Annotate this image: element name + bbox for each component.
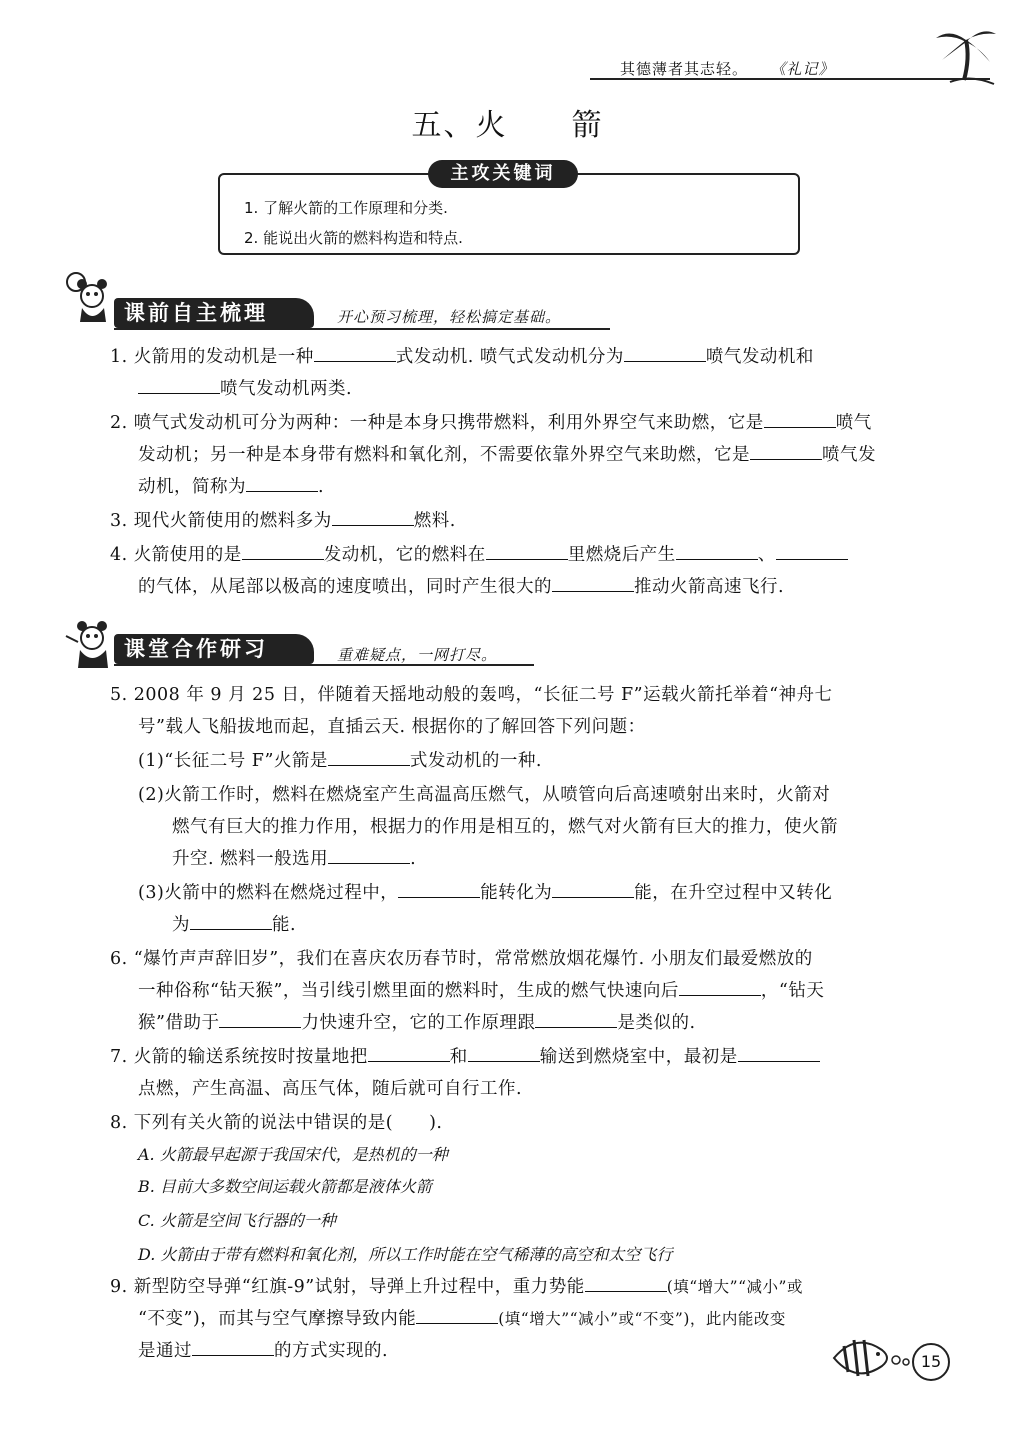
question-9: 9. 新型防空导弹“红旗-9”试射，导弹上升过程中，重力势能 (填“增大”“减小”或 xyxy=(110,1272,803,1302)
answer-blank[interactable] xyxy=(192,1337,274,1356)
question-5: 5. 2008 年 9 月 25 日，伴随着天摇地动般的轰鸣，“长征二号 F”运载火箭托举着“神舟七 xyxy=(110,685,833,705)
answer-blank[interactable] xyxy=(679,977,761,996)
answer-blank[interactable] xyxy=(468,1043,540,1062)
answer-blank[interactable] xyxy=(486,541,568,560)
answer-blank[interactable] xyxy=(764,409,836,428)
question-5-sub-2-cont: 升空. 燃料一般选用 . xyxy=(172,844,416,874)
option-c[interactable]: C. 火箭是空间飞行器的一种 xyxy=(138,1211,336,1230)
question-5-sub-3: (3)火箭中的燃料在燃烧过程中， 能转化为 能，在升空过程中又转化 xyxy=(138,878,832,908)
answer-blank[interactable] xyxy=(738,1043,820,1062)
question-8: 8. 下列有关火箭的说法中错误的是( ). xyxy=(110,1113,443,1133)
question-5-sub-2: (2)火箭工作时，燃料在燃烧室产生高温高压燃气，从喷管向后高速喷射出来时，火箭对 xyxy=(138,785,831,805)
question-4-cont: 的气体，从尾部以极高的速度喷出，同时产生很大的 推动火箭高速飞行. xyxy=(138,572,784,602)
question-6-cont: 猴”借助于 力快速升空，它的工作原理跟 是类似的. xyxy=(138,1008,696,1038)
answer-blank[interactable] xyxy=(138,375,220,394)
motto-source: 《礼记》 xyxy=(778,60,835,78)
section-header-classwork: 课堂合作研习 xyxy=(114,634,314,664)
page-number: 15 xyxy=(912,1343,950,1381)
answer-blank[interactable] xyxy=(585,1273,667,1292)
question-7: 7. 火箭的输送系统按时按量地把 和 输送到燃烧室中，最初是 xyxy=(110,1042,820,1072)
key-point-item: 1. 了解火箭的工作原理和分类. xyxy=(244,199,448,217)
fish-icon xyxy=(826,1330,912,1386)
answer-blank[interactable] xyxy=(552,573,634,592)
answer-blank[interactable] xyxy=(416,1305,498,1324)
question-1: 1. 火箭用的发动机是一种 式发动机. 喷气式发动机分为 喷气发动机和 xyxy=(110,342,814,372)
answer-blank[interactable] xyxy=(676,541,758,560)
question-9-cont: 是通过 的方式实现的. xyxy=(138,1336,388,1366)
answer-blank[interactable] xyxy=(750,441,822,460)
question-1-cont: 喷气发动机两类. xyxy=(138,374,352,404)
answer-blank[interactable] xyxy=(328,845,410,864)
question-5-sub-2-cont: 燃气有巨大的推力作用，根据力的作用是相互的，燃气对火箭有巨大的推力，使火箭 xyxy=(172,817,838,837)
answer-blank[interactable] xyxy=(219,1009,301,1028)
section-subtitle: 开心预习梳理，轻松搞定基础。 xyxy=(337,308,562,326)
answer-blank[interactable] xyxy=(328,747,410,766)
question-9-cont: “不变”)，而其与空气摩擦导致内能 (填“增大”“减小”或“不变”)，此内能改变 xyxy=(138,1304,786,1334)
question-5-sub-1: (1)“长征二号 F”火箭是 式发动机的一种. xyxy=(138,746,542,776)
option-d[interactable]: D. 火箭由于带有燃料和氧化剂，所以工作时能在空气稀薄的高空和太空飞行 xyxy=(138,1245,673,1264)
question-2: 2. 喷气式发动机可分为两种：一种是本身只携带燃料，利用外界空气来助燃，它是 喷气 xyxy=(110,408,872,438)
section-underline xyxy=(114,664,534,666)
palm-tree-icon xyxy=(930,18,1000,88)
header-motto xyxy=(620,58,835,79)
answer-blank[interactable] xyxy=(535,1009,617,1028)
answer-blank[interactable] xyxy=(332,507,414,526)
section-underline xyxy=(114,328,610,330)
answer-blank[interactable] xyxy=(398,879,480,898)
section-subtitle: 重难疑点，一网打尽。 xyxy=(337,646,498,664)
answer-blank[interactable] xyxy=(242,541,324,560)
key-points-tag: 主攻关键词 xyxy=(428,160,578,188)
section-header-preview: 课前自主梳理 xyxy=(114,298,314,328)
question-3: 3. 现代火箭使用的燃料多为 燃料. xyxy=(110,506,456,536)
question-6: 6. “爆竹声声辞旧岁”，我们在喜庆农历春节时，常常燃放烟花爆竹. 小朋友们最爱燃放的 xyxy=(110,949,813,969)
answer-blank[interactable] xyxy=(368,1043,450,1062)
mascot-icon xyxy=(62,270,118,326)
answer-blank[interactable] xyxy=(776,541,848,560)
question-5-sub-3-cont: 为 能. xyxy=(172,910,296,940)
question-4: 4. 火箭使用的是 发动机，它的燃料在 里燃烧后产生 、 xyxy=(110,540,848,570)
motto-text: 其德薄者其志轻。 xyxy=(620,60,749,78)
question-2-cont: 发动机；另一种是本身带有燃料和氧化剂，不需要依靠外界空气来助燃，它是 喷气发 xyxy=(138,440,876,470)
question-5-cont: 号”载人飞船拔地而起，直插云天. 根据你的了解回答下列问题： xyxy=(138,717,646,737)
option-b[interactable]: B. 目前大多数空间运载火箭都是液体火箭 xyxy=(138,1177,432,1196)
key-point-item: 2. 能说出火箭的燃料构造和特点. xyxy=(244,229,463,247)
option-a[interactable]: A. 火箭最早起源于我国宋代，是热机的一种 xyxy=(138,1145,448,1164)
question-6-cont: 一种俗称“钻天猴”，当引线引燃里面的燃料时，生成的燃气快速向后 ，“钻天 xyxy=(138,976,824,1006)
question-7-cont: 点燃，产生高温、高压气体，随后就可自行工作. xyxy=(138,1079,523,1099)
answer-blank[interactable] xyxy=(314,343,396,362)
question-2-cont: 动机，简称为 . xyxy=(138,472,324,502)
answer-blank[interactable] xyxy=(190,911,272,930)
answer-blank[interactable] xyxy=(552,879,634,898)
answer-blank[interactable] xyxy=(246,473,318,492)
mascot-icon xyxy=(62,616,118,672)
answer-blank[interactable] xyxy=(624,343,706,362)
page-title: 五、火 箭 xyxy=(411,108,604,143)
